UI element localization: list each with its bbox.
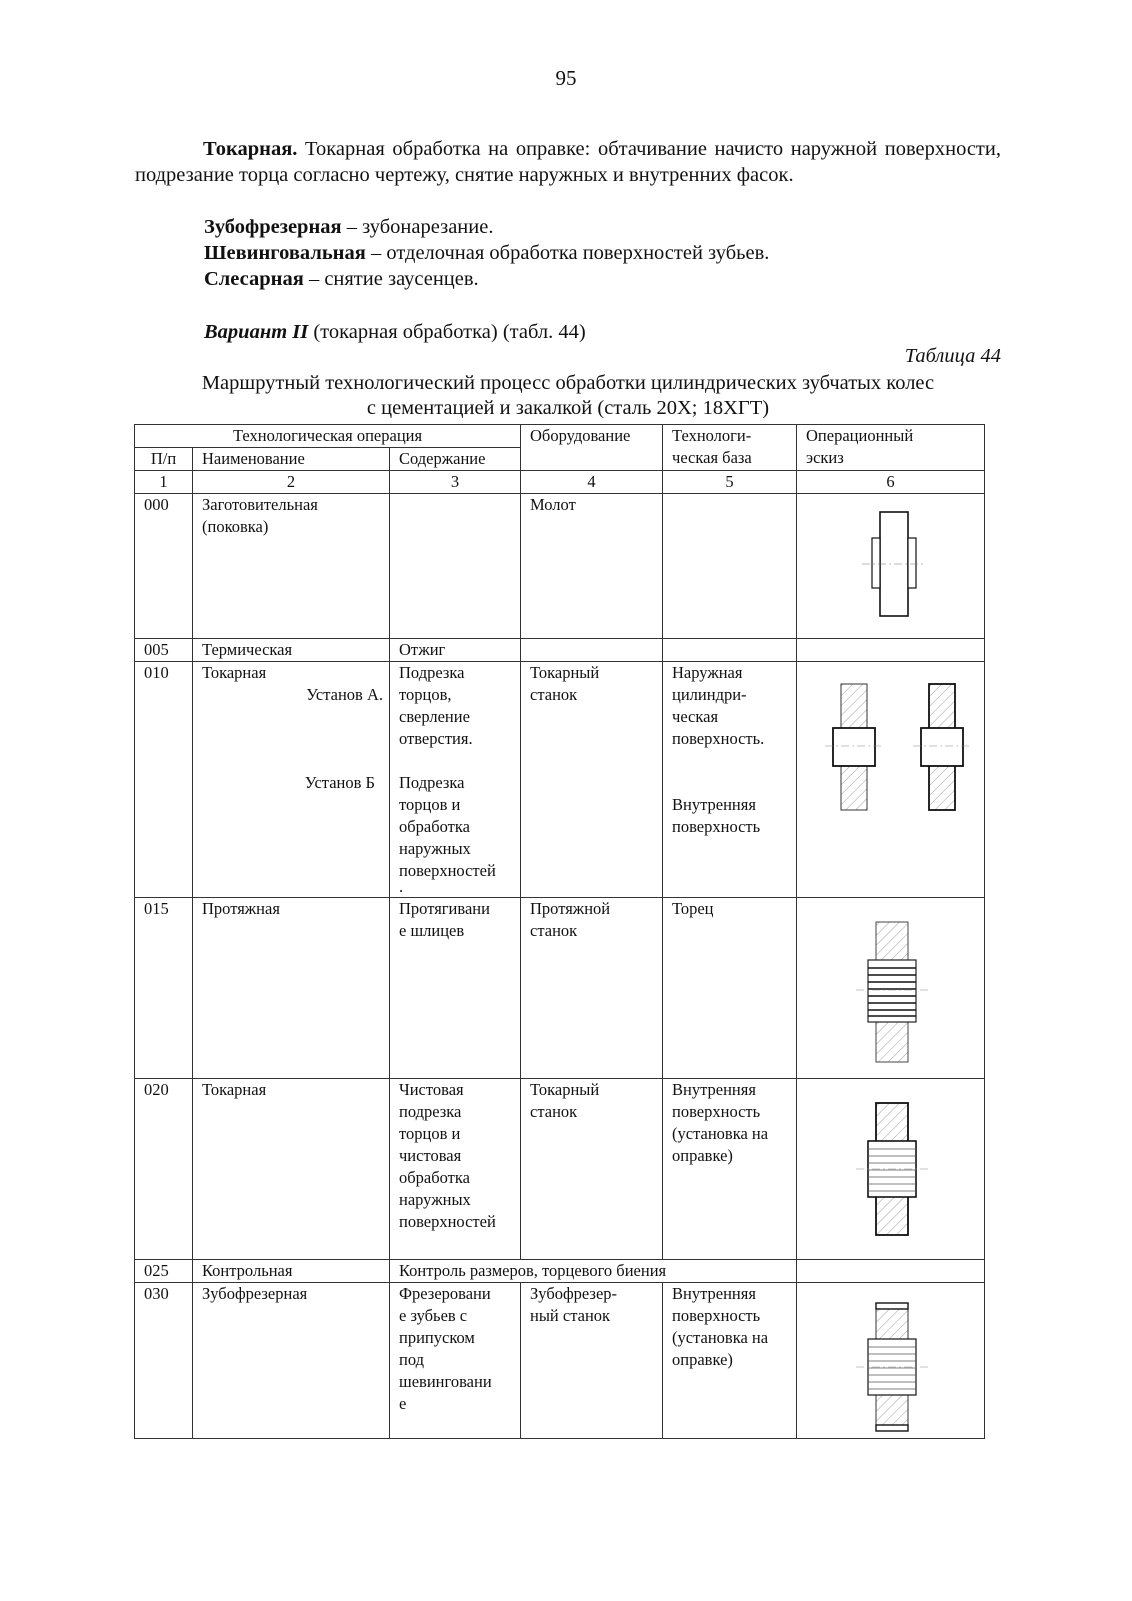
col-number-4: 4 [521, 471, 663, 494]
table-number: Таблица 44 [904, 345, 1001, 367]
op-name-text: Токарная [202, 663, 267, 682]
header-sketch-l2: эскиз [806, 448, 844, 467]
op-content: Отжиг [390, 639, 521, 662]
op-equipment [521, 662, 663, 898]
setup-a-label: Установ А. [306, 685, 383, 704]
op-number: 000 [135, 494, 193, 639]
base-a-l2: цилиндри- [672, 685, 747, 704]
base-l3: (установка на [672, 1328, 769, 1347]
line-gear-milling [204, 214, 493, 240]
col-number-1: 1 [135, 471, 193, 494]
op-base [663, 662, 797, 898]
content-l4: под [399, 1350, 424, 1369]
op-sketch [797, 1260, 985, 1283]
content-l1: Чистовая [399, 1080, 464, 1099]
content-b-l4: наружных [399, 839, 471, 858]
content-l3: припуском [399, 1328, 475, 1347]
content-l6: наружных [399, 1190, 471, 1209]
op-content [390, 662, 521, 898]
table-row-005 [135, 639, 985, 662]
op-base [663, 639, 797, 662]
op-content: Контроль размеров, торцевого биения [390, 1260, 797, 1283]
content-a-l2: торцов, [399, 685, 452, 704]
equip-l1: Протяжной [530, 899, 611, 918]
base-b-l2: поверхность [672, 817, 761, 836]
base-a-l4: поверхность. [672, 729, 765, 748]
equip-l2: станок [530, 685, 578, 704]
base-l1: Внутренняя [672, 1080, 756, 1099]
op-number: 015 [135, 898, 193, 1079]
route-table [134, 424, 985, 1439]
table-row-010 [135, 662, 985, 898]
forging-blank-sketch [812, 494, 972, 630]
op-equipment [521, 1283, 663, 1439]
op-name-l2: (поковка) [202, 517, 269, 536]
header-content: Содержание [390, 448, 521, 471]
table-row-000 [135, 494, 985, 639]
term-locksmith: Слесарная [204, 268, 304, 290]
content-l5: шевинговани [399, 1372, 492, 1391]
op-content [390, 1283, 521, 1439]
op-equipment: Молот [521, 494, 663, 639]
content-l5: обработка [399, 1168, 470, 1187]
op-number: 005 [135, 639, 193, 662]
equip-l1: Токарный [530, 1080, 600, 1099]
op-equipment [521, 639, 663, 662]
locksmith-description: – снятие заусенцев. [303, 268, 479, 290]
variant-heading [204, 319, 586, 345]
base-a-l3: ческая [672, 707, 719, 726]
op-name: Протяжная [193, 898, 390, 1079]
content-b-l5: поверхностей [399, 861, 496, 880]
op-number: 030 [135, 1283, 193, 1439]
op-sketch [797, 1283, 985, 1439]
op-base [663, 1079, 797, 1260]
content-l2: е зубьев с [399, 1306, 468, 1325]
col-number-3: 3 [390, 471, 521, 494]
op-equipment [521, 1079, 663, 1260]
content-a-l1: Подрезка [399, 663, 465, 682]
content-l4: чистовая [399, 1146, 462, 1165]
op-sketch [797, 639, 985, 662]
op-name: Зубофрезерная [193, 1283, 390, 1439]
header-pn: П/п [135, 448, 193, 471]
op-number: 025 [135, 1260, 193, 1283]
base-l4: оправке) [672, 1146, 733, 1165]
finish-turning-sketch [812, 1101, 972, 1251]
base-l4: оправке) [672, 1350, 733, 1369]
setup-b-label: Установ Б [304, 773, 375, 792]
term-turning: Токарная. [203, 138, 298, 160]
op-number: 020 [135, 1079, 193, 1260]
content-l1: Протягивани [399, 899, 490, 918]
caption-line-2: с цементацией и закалкой (сталь 20Х; 18ХГТ) [366, 397, 770, 419]
col-number-2: 2 [193, 471, 390, 494]
gear-milling-description: – зубонарезание. [341, 216, 494, 238]
content-l6: е [399, 1394, 407, 1413]
col-number-6: 6 [797, 471, 985, 494]
op-number: 010 [135, 662, 193, 898]
header-tech-base-l2: ческая база [672, 448, 752, 467]
content-b-l6: . [399, 877, 404, 896]
page-number: 95 [555, 66, 577, 90]
content-l7: поверхностей [399, 1212, 496, 1231]
op-name [193, 494, 390, 639]
op-sketch [797, 494, 985, 639]
header-sketch-l1: Операционный [806, 426, 914, 445]
content-a-l3: сверление [399, 707, 470, 726]
header-tech-base-l1: Технологи- [672, 426, 752, 445]
op-equipment [521, 898, 663, 1079]
term-gear-milling: Зубофрезерная [204, 216, 342, 238]
table-row-030 [135, 1283, 985, 1439]
equip-l1: Токарный [530, 663, 600, 682]
table-row-015 [135, 898, 985, 1079]
variant-description: (токарная обработка) (табл. 44) [308, 321, 586, 343]
base-l2: поверхность [672, 1306, 761, 1325]
broaching-sketch [812, 920, 972, 1070]
table-row-025 [135, 1260, 985, 1283]
op-name: Термическая [193, 639, 390, 662]
table-row-020 [135, 1079, 985, 1260]
base-l1: Внутренняя [672, 1284, 756, 1303]
content-l1: Фрезеровани [399, 1284, 491, 1303]
op-sketch [797, 898, 985, 1079]
content-l3: торцов и [399, 1124, 461, 1143]
col-number-5: 5 [663, 471, 797, 494]
equip-l2: станок [530, 1102, 578, 1121]
line-locksmith [204, 266, 479, 292]
paragraph-turning [135, 136, 1001, 188]
header-sketch [797, 425, 985, 471]
base-l2: поверхность [672, 1102, 761, 1121]
line-shaving [204, 240, 769, 266]
turning-description: Токарная обработка на оправке: обтачивание начисто наружной поверхности, подрезание торца согласно чертежу, снятие наружных и внутренних фасок. [135, 138, 1001, 186]
op-content [390, 898, 521, 1079]
shaving-description: – отделочная обработка поверхностей зубьев. [365, 242, 770, 264]
variant-label: Вариант II [204, 321, 309, 343]
content-b-l1: Подрезка [399, 773, 465, 792]
op-base: Торец [663, 898, 797, 1079]
term-shaving: Шевинговальная [204, 242, 366, 264]
op-base [663, 1283, 797, 1439]
content-l2: подрезка [399, 1102, 462, 1121]
op-sketch [797, 1079, 985, 1260]
base-a-l1: Наружная [672, 663, 743, 682]
op-base [663, 494, 797, 639]
caption-line-1: Маршрутный технологический процесс обработки цилиндрических зубчатых колес [201, 372, 935, 394]
header-tech-operation: Технологическая операция [135, 425, 521, 448]
content-l2: е шлицев [399, 921, 465, 940]
op-name-l1: Заготовительная [202, 495, 318, 514]
content-a-l4: отверстия. [399, 729, 473, 748]
turning-setups-sketch [807, 680, 977, 820]
header-tech-base [663, 425, 797, 471]
equip-l2: станок [530, 921, 578, 940]
equip-l1: Зубофрезер- [530, 1284, 618, 1303]
op-name: Контрольная [193, 1260, 390, 1283]
op-sketch [797, 662, 985, 898]
content-b-l2: торцов и [399, 795, 461, 814]
op-content [390, 494, 521, 639]
op-name [193, 662, 390, 898]
gear-milling-sketch [812, 1297, 972, 1437]
content-b-l3: обработка [399, 817, 470, 836]
base-l3: (установка на [672, 1124, 769, 1143]
equip-l2: ный станок [530, 1306, 611, 1325]
table-caption [135, 371, 1001, 421]
header-equipment: Оборудование [521, 425, 663, 471]
op-content [390, 1079, 521, 1260]
op-name: Токарная [193, 1079, 390, 1260]
header-name: Наименование [193, 448, 390, 471]
base-b-l1: Внутренняя [672, 795, 756, 814]
